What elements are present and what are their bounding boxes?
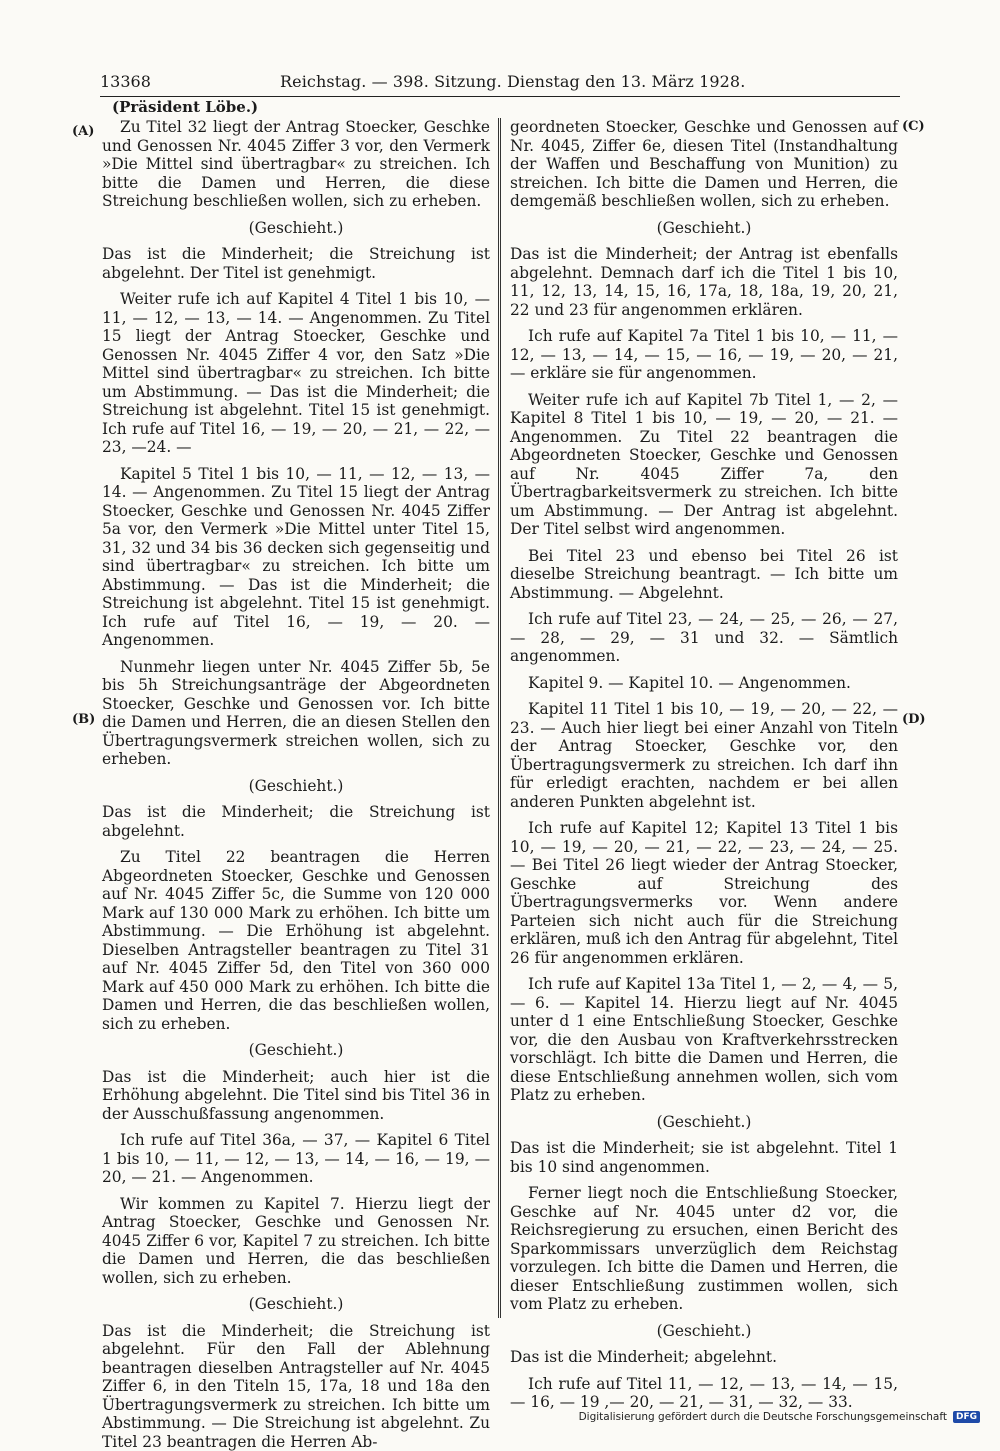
paragraph: Zu Titel 32 liegt der Antrag Stoecker, Geschke und Genossen Nr. 4045 Ziffer 3 vor, den Vermerk »Die Mittel sind übertragbar« zu streichen. Ich bitte die Damen und Herren, die diese Streichung beschließen wollen, sich zu erheben.	[102, 118, 490, 211]
paragraph: Das ist die Minderheit; die Streichung ist abgelehnt. Der Titel ist genehmigt.	[102, 245, 490, 282]
page-running-title: Reichstag. — 398. Sitzung. Dienstag den 13. März 1928.	[280, 72, 745, 91]
paragraph: Ferner liegt noch die Entschließung Stoecker, Geschke auf Nr. 4045 unter d2 vor, die Reichsregierung zu ersuchen, einen Bericht des Sparkommissars unverzüglich dem Reichstag vorzulegen. Ich bitte die Damen und Herren, die dieser Entschließung zustimmen wollen, sich vom Platz zu erheben.	[510, 1184, 898, 1314]
stage-direction: (Geschieht.)	[510, 1113, 898, 1132]
paragraph: Ich rufe auf Titel 11, — 12, — 13, — 14, — 15, — 16, — 19 ,— 20, — 21, — 31, — 32, — 33.	[510, 1375, 898, 1412]
dfg-logo: DFG	[953, 1411, 980, 1423]
stage-direction: (Geschieht.)	[102, 777, 490, 796]
paragraph: Das ist die Minderheit; die Streichung ist abgelehnt.	[102, 803, 490, 840]
paragraph: Ich rufe auf Titel 36a, — 37, — Kapitel 6 Titel 1 bis 10, — 11, — 12, — 13, — 14, — 16, — 19, — 20, — 21. — Angenommen.	[102, 1131, 490, 1187]
paragraph: Das ist die Minderheit; auch hier ist die Erhöhung abgelehnt. Die Titel sind bis Titel 36 in der Ausschußfassung angenommen.	[102, 1068, 490, 1124]
paragraph: Weiter rufe ich auf Kapitel 7b Titel 1, — 2, — Kapitel 8 Titel 1 bis 10, — 19, — 20, — 21. — Angenommen. Zu Titel 22 beantragen die Abgeordneten Stoecker, Geschke und Genossen auf Nr. 4045 Ziffer 7a, den Übertragbarkeitsvermerk zu streichen. Ich bitte um Abstimmung. — Der Antrag ist abgelehnt. Der Titel selbst wird angenommen.	[510, 391, 898, 539]
footer-text: Digitalisierung gefördert durch die Deutsche Forschungsgemeinschaft	[579, 1411, 947, 1423]
stage-direction: (Geschieht.)	[102, 1041, 490, 1060]
paragraph: Das ist die Minderheit; abgelehnt.	[510, 1348, 898, 1367]
margin-marker-c: (C)	[902, 119, 925, 134]
stage-direction: (Geschieht.)	[102, 1295, 490, 1314]
margin-marker-d: (D)	[902, 712, 926, 727]
paragraph: Das ist die Minderheit; der Antrag ist ebenfalls abgelehnt. Demnach darf ich die Titel 1 bis 10, 11, 12, 13, 14, 15, 16, 17a, 18, 18a, 19, 20, 21, 22 und 23 für angenommen erklären.	[510, 245, 898, 319]
paragraph: Das ist die Minderheit; sie ist abgelehnt. Titel 1 bis 10 sind angenommen.	[510, 1139, 898, 1176]
footer-credit	[579, 1411, 980, 1423]
left-column	[102, 118, 490, 1323]
page-number: 13368	[100, 72, 151, 91]
paragraph: Das ist die Minderheit; die Streichung ist abgelehnt. Für den Fall der Ablehnung beantragen dieselben Antragsteller auf Nr. 4045 Ziffer 6, in den Titeln 15, 17a, 18 und 18a den Übertragungsvermerk zu streichen. Ich bitte um Abstimmung. — Die Streichung ist abgelehnt. Zu Titel 23 beantragen die Herren Ab-	[102, 1322, 490, 1451]
stage-direction: (Geschieht.)	[102, 219, 490, 238]
paragraph: Weiter rufe ich auf Kapitel 4 Titel 1 bis 10, — 11, — 12, — 13, — 14. — Angenommen. Zu Titel 15 liegt der Antrag Stoecker, Geschke und Genossen Nr. 4045 Ziffer 4 vor, den Satz »Die Mittel sind übertragbar« zu streichen. Ich bitte um Abstimmung. — Das ist die Minderheit; die Streichung ist abgelehnt. Titel 15 ist genehmigt. Ich rufe auf Titel 16, — 19, — 20, — 21, — 22, — 23, —24. —	[102, 290, 490, 457]
paragraph: Kapitel 11 Titel 1 bis 10, — 19, — 20, — 22, — 23. — Auch hier liegt bei einer Anzahl von Titeln der Antrag Stoecker, Geschke vor, den Übertragungsvermerk zu streichen. Ich darf ihn für erledigt erachten, nachdem er bei allen anderen Punkten abgelehnt ist.	[510, 700, 898, 811]
right-column	[510, 118, 898, 1308]
paragraph: Ich rufe auf Kapitel 13a Titel 1, — 2, — 4, — 5, — 6. — Kapitel 14. Hierzu liegt auf Nr. 4045 unter d 1 eine Entschließung Stoecker, Geschke vor, die den Ausbau von Kraftverkehrsstrecken vorschlägt. Ich bitte die Damen und Herren, die diese Entschließung annehmen wollen, sich vom Platz zu erheben.	[510, 975, 898, 1105]
stage-direction: (Geschieht.)	[510, 219, 898, 238]
paragraph: Wir kommen zu Kapitel 7. Hierzu liegt der Antrag Stoecker, Geschke und Genossen Nr. 4045 Ziffer 6 vor, Kapitel 7 zu streichen. Ich bitte die Damen und Herren, die das beschließen wollen, sich zu erheben.	[102, 1195, 490, 1288]
paragraph: geordneten Stoecker, Geschke und Genossen auf Nr. 4045, Ziffer 6e, diesen Titel (Instandhaltung der Waffen und Beschaffung von Munition) zu streichen. Ich bitte die Damen und Herren, die demgemäß beschließen wollen, sich zu erheben.	[510, 118, 898, 211]
margin-marker-a: (A)	[72, 124, 94, 139]
speaker-label: (Präsident Löbe.)	[112, 98, 258, 116]
paragraph: Kapitel 5 Titel 1 bis 10, — 11, — 12, — 13, — 14. — Angenommen. Zu Titel 15 liegt der Antrag Stoecker, Geschke und Genossen Nr. 4045 Ziffer 5a vor, den Vermerk »Die Mittel unter Titel 15, 31, 32 und 34 bis 36 decken sich gegenseitig und sind übertragbar« zu streichen. Ich bitte um Abstimmung. — Das ist die Minderheit; die Streichung ist abgelehnt. Titel 15 ist genehmigt. Ich rufe auf Titel 16, — 19, — 20. — Angenommen.	[102, 465, 490, 650]
stage-direction: (Geschieht.)	[510, 1322, 898, 1341]
page-header	[100, 72, 900, 97]
paragraph: Zu Titel 22 beantragen die Herren Abgeordneten Stoecker, Geschke und Genossen auf Nr. 4045 Ziffer 5c, die Summe von 120 000 Mark auf 130 000 Mark zu erhöhen. Ich bitte um Abstimmung. — Die Erhöhung ist abgelehnt. Dieselben Antragsteller beantragen zu Titel 31 auf Nr. 4045 Ziffer 5d, den Titel von 360 000 Mark auf 450 000 Mark zu erhöhen. Ich bitte die Damen und Herren, die das beschließen wollen, sich zu erheben.	[102, 848, 490, 1033]
paragraph: Bei Titel 23 und ebenso bei Titel 26 ist dieselbe Streichung beantragt. — Ich bitte um Abstimmung. — Abgelehnt.	[510, 547, 898, 603]
margin-marker-b: (B)	[72, 712, 95, 727]
paragraph: Ich rufe auf Kapitel 12; Kapitel 13 Titel 1 bis 10, — 19, — 20, — 21, — 22, — 23, — 24, — 25. — Bei Titel 26 liegt wieder der Antrag Stoecker, Geschke auf Streichung des Übertragungsvermerks vor. Wenn andere Parteien sich nicht auch für die Streichung erklären, muß ich den Antrag für abgelehnt, Titel 26 für angenommen erklären.	[510, 819, 898, 967]
paragraph: Ich rufe auf Titel 23, — 24, — 25, — 26, — 27, — 28, — 29, — 31 und 32. — Sämtlich angenommen.	[510, 610, 898, 666]
paragraph: Ich rufe auf Kapitel 7a Titel 1 bis 10, — 11, — 12, — 13, — 14, — 15, — 16, — 19, — 20, — 21, — erkläre sie für angenommen.	[510, 327, 898, 383]
paragraph: Kapitel 9. — Kapitel 10. — Angenommen.	[510, 674, 898, 693]
column-divider	[498, 118, 502, 1318]
paragraph: Nunmehr liegen unter Nr. 4045 Ziffer 5b, 5e bis 5h Streichungsanträge der Abgeordneten Stoecker, Geschke und Genossen vor. Ich bitte die Damen und Herren, die an diesen Stellen den Übertragungsvermerk streichen wollen, sich zu erheben.	[102, 658, 490, 769]
